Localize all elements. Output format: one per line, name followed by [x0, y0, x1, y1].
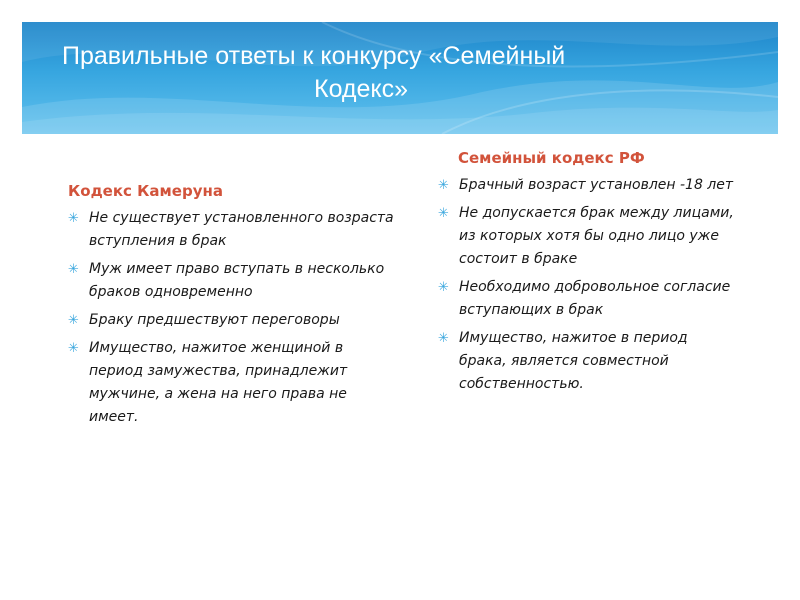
list-item	[438, 327, 738, 396]
list-item	[438, 202, 738, 271]
star-bullet-icon: ✳	[68, 211, 79, 226]
list-item-text: Браку предшествуют переговоры	[89, 312, 340, 328]
star-bullet-icon: ✳	[68, 262, 79, 277]
title-line-1: Правильные ответы к конкурсу «Семейный	[62, 42, 566, 70]
page-title	[62, 40, 662, 106]
rf-list	[438, 174, 738, 396]
list-item	[68, 258, 398, 304]
star-bullet-icon: ✳	[438, 206, 449, 221]
title-banner	[22, 22, 778, 134]
list-item-text: Муж имеет право вступать в несколько браков одновременно	[89, 261, 385, 300]
list-item-text: Брачный возраст установлен -18 лет	[459, 177, 734, 193]
list-item-text: Не допускается брак между лицами, из которых хотя бы одно лицо уже состоит в браке	[459, 205, 734, 267]
star-bullet-icon: ✳	[438, 178, 449, 193]
list-item-text: Имущество, нажитое в период брака, является совместной собственностью.	[459, 330, 688, 392]
list-item	[438, 174, 738, 197]
cameroon-column	[68, 181, 398, 434]
list-item-text: Не существует установленного возраста вступления в брак	[89, 210, 394, 249]
list-item	[438, 276, 738, 322]
list-item	[68, 337, 398, 429]
title-line-2: Кодекс»	[314, 75, 409, 103]
star-bullet-icon: ✳	[438, 331, 449, 346]
star-bullet-icon: ✳	[68, 313, 79, 328]
list-item	[68, 207, 398, 253]
rf-heading: Семейный кодекс РФ	[458, 149, 645, 167]
cameroon-list	[68, 207, 398, 429]
star-bullet-icon: ✳	[438, 280, 449, 295]
list-item-text: Необходимо добровольное согласие вступающих в брак	[459, 279, 731, 318]
star-bullet-icon: ✳	[68, 341, 79, 356]
rf-column	[438, 148, 738, 401]
list-item	[68, 309, 398, 332]
list-item-text: Имущество, нажитое женщиной в период замужества, принадлежит мужчине, а жена на него права не имеет.	[89, 340, 348, 425]
cameroon-heading: Кодекс Камеруна	[68, 182, 223, 200]
